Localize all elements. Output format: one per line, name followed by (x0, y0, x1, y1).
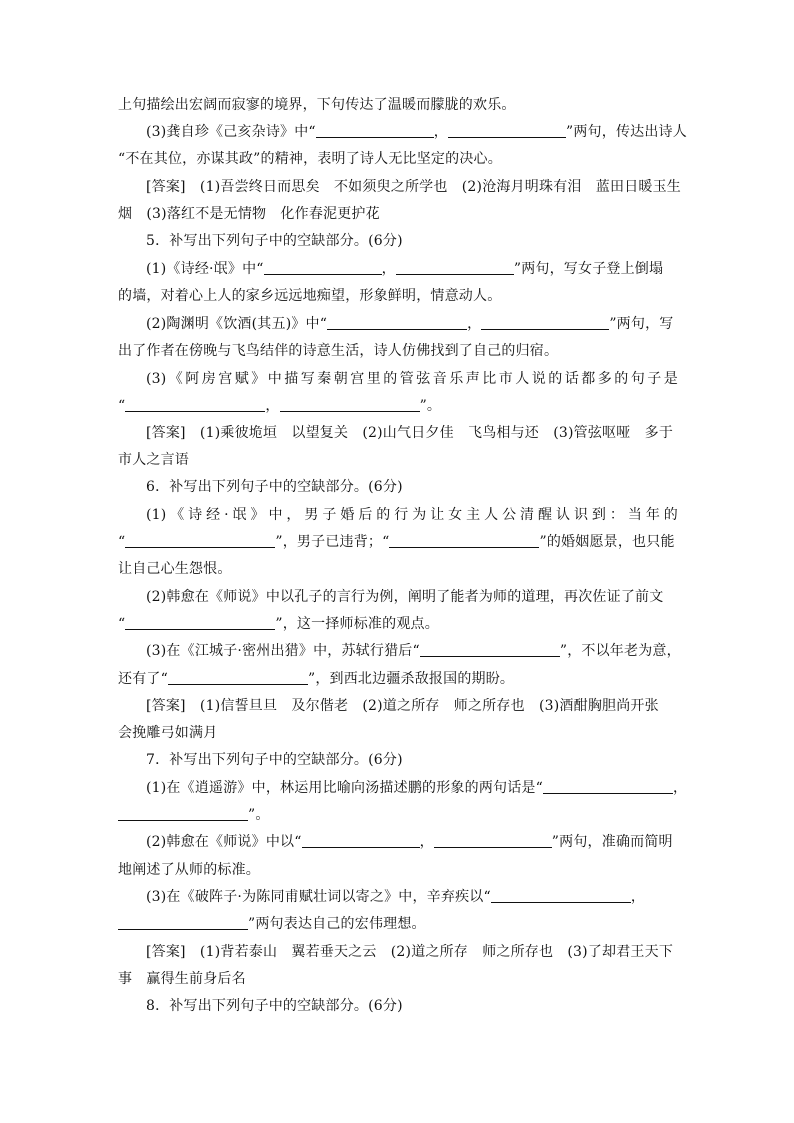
fill-blank-question (146, 775, 688, 801)
text-line: 地阐述了从师的标准。 (118, 862, 260, 878)
text-line: (2)韩愈在《师说》中以孔子的言行为例，阐明了能者为师的道理，再次佐证了前文 (146, 589, 664, 605)
answer-line (146, 420, 678, 446)
text-segment: (1)背若泰山 翼若垂天之云 (2)道之所存 师之所存也 (3)了却君王天下 (185, 944, 674, 960)
text-line: 让自己心生怨恨。 (118, 561, 232, 577)
text-segment: ”两句，写 (609, 316, 674, 332)
answer-blank (125, 613, 275, 630)
text-segment: “ (118, 534, 126, 550)
text-segment: ， (265, 398, 280, 414)
text-segment: ”两句，传达出诗人 (566, 124, 687, 140)
answer-blank (434, 831, 552, 848)
answer-blank (316, 121, 434, 138)
text-line: 会挽雕弓如满月 (118, 725, 218, 741)
fill-blank-question (118, 393, 678, 419)
text-segment: 还有了“ (118, 671, 168, 687)
text-segment: (2)韩愈在《师说》中以“ (146, 834, 302, 850)
text-line: 的墙，对着心上人的家乡远远地痴望，形象鲜明，情意动人。 (118, 288, 502, 304)
text-line: 事 赢得生前身后名 (118, 971, 246, 987)
text-segment: (1)在《逍遥游》中，林运用比喻向汤描述鹏的形象的两句话是“ (146, 780, 543, 796)
text-segment: ”，男子已违背；“ (275, 534, 390, 550)
question-heading: 5．补写出下列句子中的空缺部分。(6分) (146, 233, 403, 249)
text-line: (3)《阿房宫赋》中描写秦朝宫里的管弦音乐声比市人说的话都多的句子是 (146, 371, 678, 387)
text-segment: ”两句，准确而简明 (551, 834, 673, 850)
text-line: “不在其位，亦谋其政”的精神，表明了诗人无比坚定的决心。 (118, 151, 502, 167)
answer-line (146, 174, 681, 200)
answer-tag: [答案] (146, 944, 186, 960)
answer-blank (125, 395, 265, 412)
fill-blank-question (118, 529, 678, 555)
answer-blank (389, 531, 539, 548)
answer-tag: [答案] (146, 698, 186, 714)
text-segment: (1)信誓旦旦 及尔偕老 (2)道之所存 师之所存也 (3)酒酣胸胆尚开张 (185, 698, 659, 714)
fill-blank-question (118, 666, 678, 692)
answer-line (146, 939, 678, 965)
text-segment: ， (673, 780, 688, 796)
fill-blank-question (146, 884, 678, 910)
answer-line (146, 693, 678, 719)
text-line: 烟 (3)落红不是无情物 化作春泥更护花 (118, 206, 380, 222)
text-segment: (3)在《江城子·密州出猎》中，苏轼行猎后“ (146, 643, 420, 659)
question-heading: 7．补写出下列句子中的空缺部分。(6分) (146, 752, 403, 768)
answer-blank (118, 913, 248, 930)
answer-blank (118, 804, 248, 821)
answer-blank (420, 640, 560, 657)
text-segment: ”两句表达自己的宏伟理想。 (248, 916, 426, 932)
text-segment: ”，这一择师标准的观点。 (275, 616, 439, 632)
text-segment: (1)乘彼垝垣 以望复关 (2)山气日夕佳 飞鸟相与还 (3)管弦呕哑 多于 (185, 425, 674, 441)
answer-blank (396, 258, 514, 275)
answer-blank (125, 531, 275, 548)
text-segment: ， (381, 261, 396, 277)
text-segment: “ (118, 398, 126, 414)
answer-blank (491, 886, 631, 903)
answer-blank (168, 668, 308, 685)
text-segment: ”，到西北边疆杀敌报国的期盼。 (307, 671, 515, 687)
fill-blank-question (146, 311, 678, 337)
text-line: 市人之言语 (118, 452, 189, 468)
answer-blank (448, 121, 566, 138)
text-segment: (3)龚自珍《己亥杂诗》中“ (146, 124, 316, 140)
answer-blank (543, 777, 673, 794)
text-line: (1)《诗经·氓》中，男子婚后的行为让女主人公清醒认识到：当年的 (146, 507, 678, 523)
fill-blank-question (146, 119, 687, 145)
answer-blank (327, 313, 467, 330)
fill-blank-question (118, 611, 678, 637)
question-heading: 6．补写出下列句子中的空缺部分。(6分) (146, 479, 403, 495)
text-line: 上句描绘出宏阔而寂寥的境界，下句传达了温暖而朦胧的欢乐。 (118, 97, 516, 113)
text-segment: ， (433, 124, 448, 140)
question-heading: 8．补写出下列句子中的空缺部分。(6分) (146, 998, 403, 1014)
answer-blank (481, 313, 609, 330)
fill-blank-question (146, 638, 681, 664)
text-segment: (1)吾尝终日而思矣 不如须臾之所学也 (2)沧海月明珠有泪 蓝田日暖玉生 (185, 179, 681, 195)
text-segment: ”的婚姻愿景，也只能 (539, 534, 675, 550)
answer-tag: [答案] (146, 425, 186, 441)
text-segment: ”。 (419, 398, 442, 414)
answer-blank (302, 831, 420, 848)
text-segment: (2)陶渊明《饮酒(其五)》中“ (146, 316, 328, 332)
fill-blank-question (146, 256, 678, 282)
text-segment: ， (419, 834, 434, 850)
answer-tag: [答案] (146, 179, 186, 195)
text-segment: “ (118, 616, 126, 632)
text-segment: ， (467, 316, 482, 332)
text-segment: (3)在《破阵子·为陈同甫赋壮词以寄之》中，辛弃疾以“ (146, 889, 491, 905)
text-line: 出了作者在傍晚与飞鸟结伴的诗意生活，诗人仿佛找到了自己的归宿。 (118, 343, 559, 359)
answer-blank (280, 395, 420, 412)
text-segment: ”两句，写女子登上倒塌 (513, 261, 664, 277)
text-segment: ”。 (248, 807, 270, 823)
text-segment: ， (630, 889, 646, 905)
fill-blank-question (118, 911, 678, 937)
fill-blank-question (146, 829, 678, 855)
text-segment: ”，不以年老为意， (559, 643, 681, 659)
fill-blank-question (118, 802, 678, 828)
text-segment: (1)《诗经·氓》中“ (146, 261, 264, 277)
answer-blank (264, 258, 382, 275)
